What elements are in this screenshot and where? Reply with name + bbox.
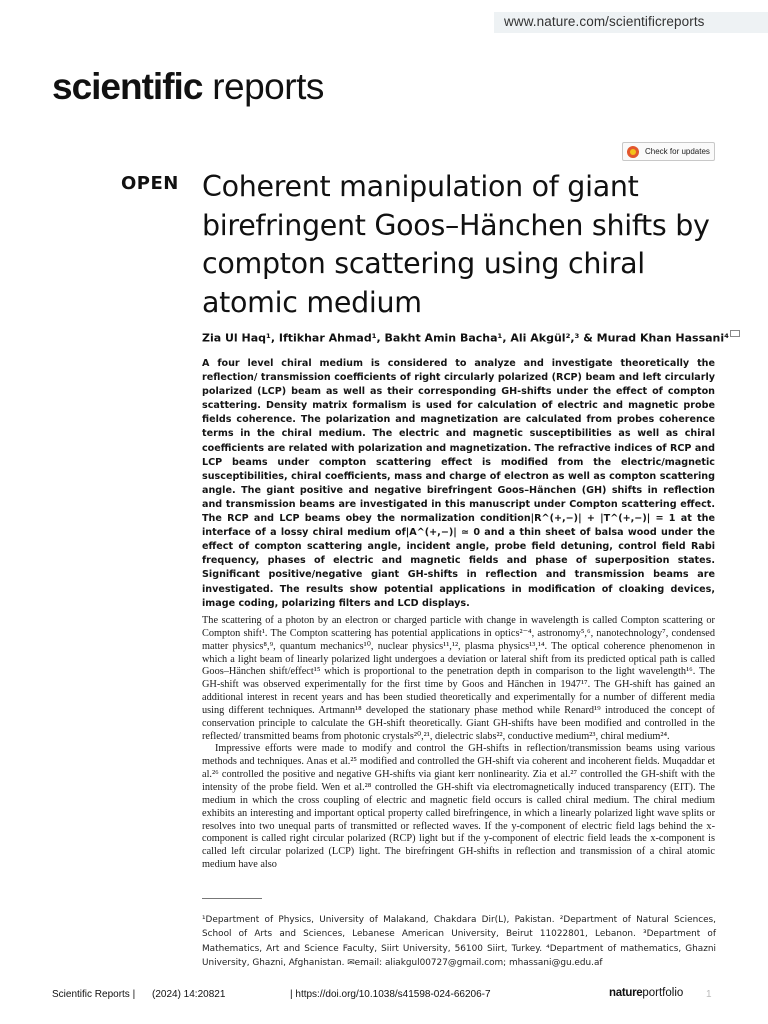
footer-journal: Scientific Reports |: [52, 989, 136, 1000]
publisher-light: portfolio: [642, 987, 684, 999]
affiliation-divider: [202, 898, 262, 899]
body-text: [202, 615, 715, 872]
body-paragraph-2: Impressive efforts were made to modify and control the GH-shifts in reflection/transmission beams using various methods and techniques. Anas et al.²⁵ modified and controlled the GH-shift via coherent and incoherent fields. Muqaddar et al.²⁶ controlled the positive and negative GH-shifts via giant kerr nonlinearity. Zia et al.²⁷ controlled the GH-shift with the intensity of the probe field. Wen et al.²⁸ controlled the GH-shift via electromagnetically induced transparency (EIT). The medium in which the cross coupling of electric and magnetic field occurs is called chiral medium. The chiral medium exhibits an interesting and important optical property called birefringence, in which a linearly polarized light wave splits or resolves into two unequal parts of transmitted or reflected waves. If the y-component of electric field lags behind the x-component is called right circular polarized (RCP) light but if the y-component of electric field leads the x-component is called left circular polarized (LCP) light. The birefringent GH-shifts in reflection and transmission of a chiral atomic medium have also: [202, 743, 715, 871]
brand-light: reports: [212, 66, 324, 107]
footer-volume: (2024) 14:20821: [152, 989, 226, 1000]
brand-bold: scientific: [52, 66, 203, 107]
footer-doi-link[interactable]: | https://doi.org/10.1038/s41598-024-66206-7: [290, 989, 491, 1000]
author-list: [202, 330, 742, 345]
abstract: A four level chiral medium is considered to analyze and investigate theoretically the reflection/ transmission coefficients of right circularly polarized (RCP) beam and left circularly polarized (LCP) beam as well as their corresponding GH-shifts under the effect of compton scattering. Density matrix formalism is used for calculation of electric and magnetic probe fields coherence. The polarization and magnetization are calculated from probes coherence terms in the chiral medium. The electric and magnetic susceptibilities as well as chiral coefficients are related with polarization and magnetization. The refractive indices of RCP and LCP beams under compton scattering effect is modified from the electric/magnetic susceptibilities, chiral coefficients, mass and charge of electron as well as compton scattering angle. The giant positive and negative birefringent Goos–Hänchen (GH) shifts in reflection and transmission beams are investigated in this manuscript under Compton scattering effect. The RCP and LCP beams obey the normalization condition|R^(+,−)| + |T^(+,−)| = 1 at the interface of a lossy chiral medium of|A^(+,−)| ≃ 0 and a thin sheet of balsa wood under the effect of compton scattering angle, incident angle, probe field detuning, control field Rabi frequency, phases of electric and magnetic fields and phase of superposition states. Significant positive/negative giant GH-shifts in reflection and transmission beams are investigated. The results show potential applications in modification of cloaking devices, image coding, polarizing filters and LCD displays.: [202, 358, 715, 609]
check-for-updates-button[interactable]: [622, 142, 715, 161]
nature-portfolio-logo: [609, 987, 683, 999]
crossmark-icon: [627, 146, 639, 158]
open-access-label: OPEN: [121, 173, 179, 194]
body-paragraph-1: The scattering of a photon by an electron or charged particle with change in wavelength is called Compton scattering or Compton shift¹. The Compton scattering has potential applications in optics²⁻⁴, astronomy⁵,⁶, nanotechnology⁷, condensed matter physics⁸,⁹, quantum mechanics¹⁰, nuclear physics¹¹,¹², plasma physics¹³,¹⁴. The optical coherence phenomenon in which a light beam of linearly polarized light undergoes a deviation or lateral shift from its predicted optical path is called Goos–Hänchen shift/effect¹⁵ which is proportional to the penetration depth in comparison to the light wavelength¹⁶. The GH-shift was observed experimentally for the first time by Goos and Hänchen in 1947¹⁷. The GH-shift has gained an additional interest in recent years and has been studied theoretically and experimentally for a number of different media using different techniques. Artmann¹⁸ developed the stationary phase method while Renard¹⁹ introduced the concept of conservation principle to calculate the GH-shift theoretically. Giant GH-shifts have been modified and controlled in the reflected/ transmitted beams from photonic crystals²⁰,²¹, dielectric slabs²², conductive medium²³, chiral medium²⁴.: [202, 615, 715, 742]
affiliations: ¹Department of Physics, University of Malakand, Chakdara Dir(L), Pakistan. ²Department of Natural Sciences, School of Arts and Sciences, Lebanese American University, Beirut 11022801, Lebanon. ³Department of Mathematics, Art and Science Faculty, Siirt University, 56100 Siirt, Turkey. ⁴Department of mathematics, Ghazni University, Ghazni, Afghanistan. ✉email: aliakgul00727@gmail.com; mhassani@gu.edu.af: [202, 915, 716, 969]
article-title: Coherent manipulation of giant birefringent Goos–Hänchen shifts by compton scattering using chiral atomic medium: [202, 170, 710, 319]
email-icon[interactable]: [730, 330, 740, 337]
publisher-bold: nature: [609, 987, 643, 999]
check-for-updates-label: Check for updates: [645, 147, 710, 156]
journal-logo: [52, 66, 324, 108]
authors-text: Zia Ul Haq¹, Iftikhar Ahmad¹, Bakht Amin Bacha¹, Ali Akgül²,³ & Murad Khan Hassani⁴: [202, 331, 729, 345]
journal-url[interactable]: www.nature.com/scientificreports: [504, 14, 705, 29]
page-number: 1: [706, 989, 712, 1000]
